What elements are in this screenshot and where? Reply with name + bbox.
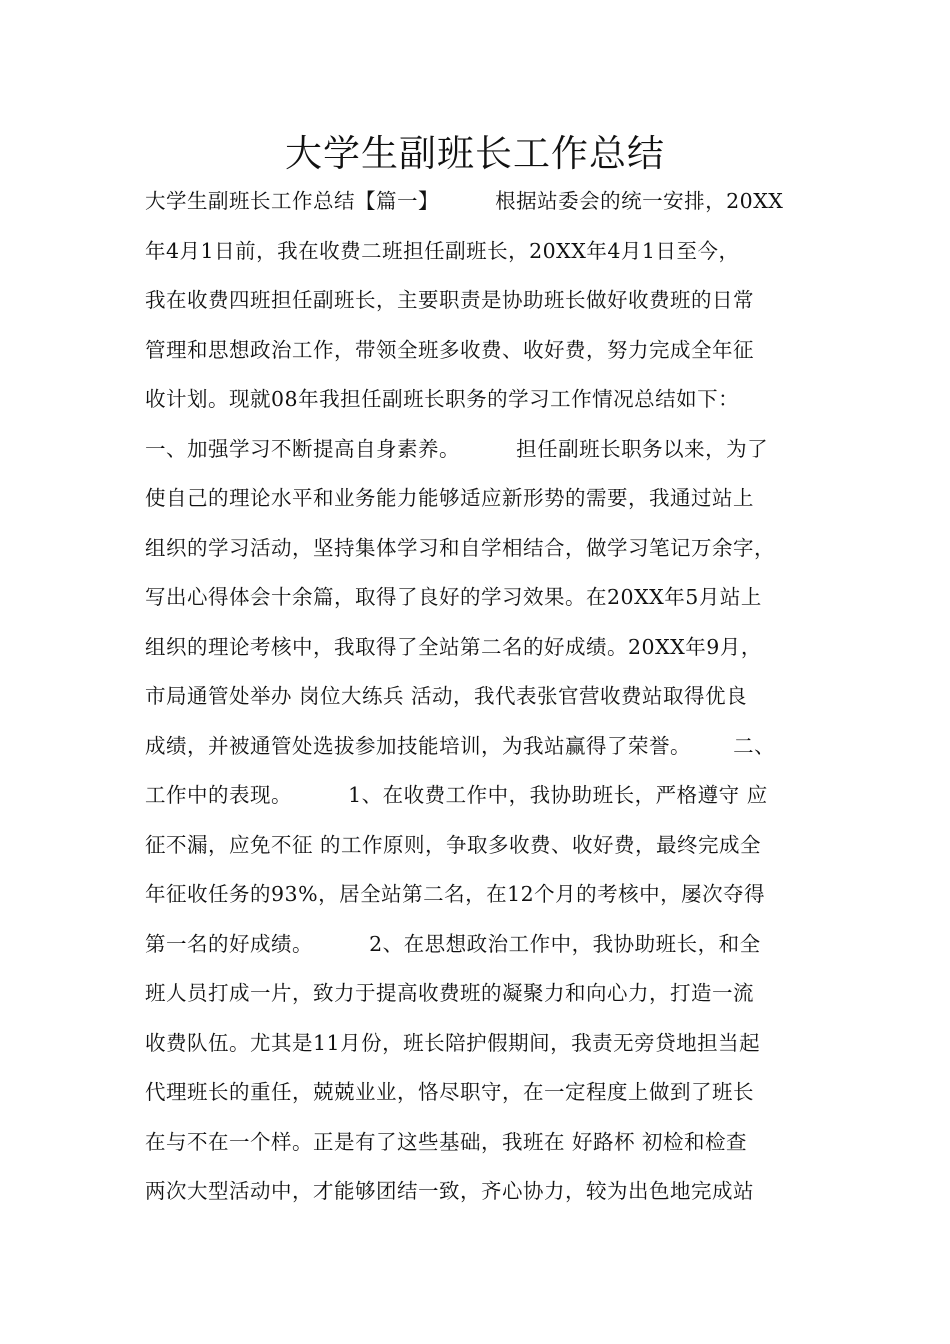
body-line: 我在收费四班担任副班长，主要职责是协助班长做好收费班的日常 — [145, 288, 754, 312]
body-line: 市局通管处举办 岗位大练兵 活动，我代表张官营收费站取得优良 — [145, 684, 748, 708]
body-line: 组织的学习活动，坚持集体学习和自学相结合，做学习笔记万余字， — [145, 535, 775, 560]
body-line: 征不漏，应免不征 的工作原则，争取多收费、收好费，最终完成全 — [145, 832, 762, 857]
body-line: 收费队伍。尤其是11月份，班长陪护假期间，我责无旁贷地担当起 — [145, 1030, 761, 1055]
body-line: 组织的理论考核中，我取得了全站第二名的好成绩。20XX年9月， — [145, 634, 762, 659]
body-line: 班人员打成一片，致力于提高收费班的凝聚力和向心力，打造一流 — [145, 981, 754, 1005]
document-body — [145, 181, 825, 1221]
body-line: 成绩，并被通管处选拔参加技能培训，为我站赢得了荣誉。 二、 — [145, 733, 776, 758]
body-line: 第一名的好成绩。 2、在思想政治工作中，我协助班长，和全 — [145, 931, 761, 956]
body-line: 使自己的理论水平和业务能力能够适应新形势的需要，我通过站上 — [145, 486, 754, 510]
body-line: 管理和思想政治工作，带领全班多收费、收好费，努力完成全年征 — [145, 337, 754, 362]
body-line: 工作中的表现。 1、在收费工作中，我协助班长，严格遵守 应 — [145, 783, 768, 807]
body-line: 年征收任务的93%，居全站第二名，在12个月的考核中，屡次夺得 — [145, 882, 766, 906]
body-line: 代理班长的重任，兢兢业业，恪尽职守，在一定程度上做到了班长 — [145, 1080, 754, 1104]
body-line: 一、加强学习不断提高自身素养。 担任副班长职务以来，为了 — [145, 436, 769, 461]
body-line: 年4月1日前，我在收费二班担任副班长，20XX年4月1日至今， — [145, 238, 740, 263]
body-line: 在与不在一个样。正是有了这些基础，我班在 好路杯 初检和检查 — [145, 1129, 748, 1154]
body-line: 两次大型活动中，才能够团结一致，齐心协力，较为出色地完成站 — [145, 1179, 754, 1203]
body-line: 收计划。现就08年我担任副班长职务的学习工作情况总结如下： — [145, 387, 740, 411]
document-title: 大学生副班长工作总结 — [285, 132, 665, 175]
body-line: 写出心得体会十余篇，取得了良好的学习效果。在20XX年5月站上 — [145, 585, 762, 609]
body-line: 大学生副班长工作总结【篇一】 根据站委会的统一安排，20XX — [145, 189, 784, 213]
